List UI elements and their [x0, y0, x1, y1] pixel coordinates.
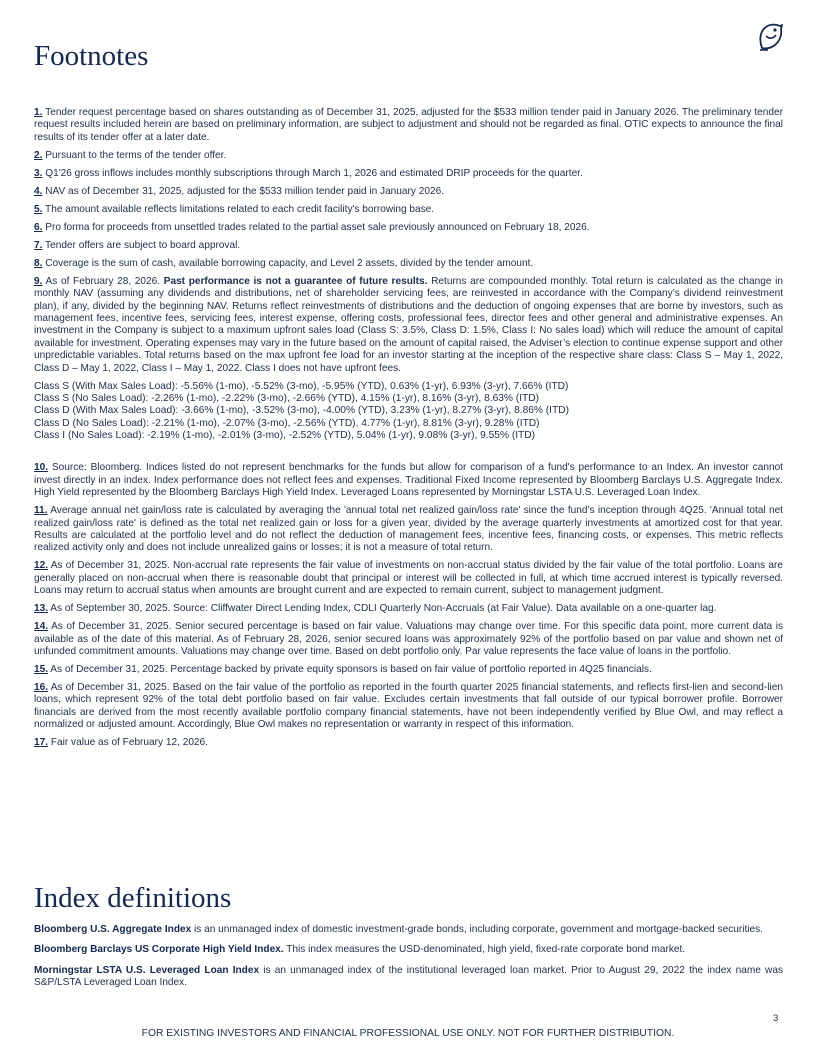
footnote-number: 10. — [34, 462, 49, 474]
footnote-text: As of December 31, 2025. Based on the fair value of the portfolio as reported in the fourth quarter 2025 financial statements, and reflects first-lien and second-lien loans, which represent 92% of the total debt portfolio based on fair value. Excludes certain investments that fall outside of our typical borrower profile. Borrower financials are derived from the most recently available portfolio company financial statements, have not been independently verified by Blue Owl, and may reflect a normalized or adjusted amount. Accordingly, Blue Owl makes no representation or warranty in respect of this information. — [34, 681, 783, 731]
page-title-footnotes: Footnotes — [34, 40, 149, 72]
footnote-number: 7. — [34, 239, 43, 251]
footnote-text: Coverage is the sum of cash, available borrowing capacity, and Level 2 assets, divided by the tender amount. — [45, 257, 534, 269]
footnote-9 — [34, 276, 783, 375]
footnote-text: NAV as of December 31, 2025, adjusted for the $533 million tender paid in January 2026. — [45, 185, 444, 197]
footnote-2 — [34, 150, 783, 162]
footer-disclaimer: FOR EXISTING INVESTORS AND FINANCIAL PROFESSIONAL USE ONLY. NOT FOR FURTHER DISTRIBUTION. — [141, 1028, 675, 1039]
index-definitions-list — [34, 924, 783, 998]
footnote-number: 16. — [34, 681, 49, 693]
footnote-text: Pro forma for proceeds from unsettled trades related to the partial asset sale previously announced on February 18, 2026. — [45, 221, 590, 233]
index-description: This index measures the USD-denominated, high yield, fixed-rate corporate bond market. — [283, 944, 686, 956]
footnote-number: 14. — [34, 621, 49, 633]
footnote-number: 8. — [34, 257, 43, 269]
footnote-text: Returns are compounded monthly. Total return is calculated as the change in monthly NAV (assuming any dividends and distributions, net of shareholder servicing fees, are reinvested in accordance with the Company’s dividend reinvestment plan), if any, divided by the beginning NAV. Returns reflect reinvestments of distributions and the deduction of ongoing expenses that are borne by investors, such as management fees, incentive fees, servicing fees, interest expense, offering costs, professional fees, director fees and other general and administrative expenses. An investment in the Company is subject to a maximum upfront sales load (Class S: 3.5%, Class D: 1.5%, Class I: No sales load) which will reduce the amount of capital available for investment. Operating expenses may vary in the future based on the amount of capital raised, the Adviser’s election to continue expense support and other unpredictable variables. Total returns based on the max upfront fee load for an investor starting at the inception of the respective share class: Class S – May 1, 2022, Class D – May 1, 2022, Class I – May 1, 2022. Class I does not have upfront fees. — [34, 275, 783, 374]
footnote-number: 4. — [34, 185, 43, 197]
footnote-11 — [34, 505, 783, 555]
footnote-15 — [34, 664, 783, 676]
index-definition — [34, 924, 783, 936]
returns-line: Class D (With Max Sales Load): -3.66% (1-mo), -3.52% (3-mo), -4.00% (YTD), 3.23% (1-yr), 8.27% (3-yr), 8.86% (ITD) — [34, 405, 569, 417]
footnote-number: 13. — [34, 603, 49, 615]
footnote-number: 12. — [34, 560, 49, 572]
footnote-text: As of December 31, 2025. Non-accrual rate represents the fair value of investments on non-accrual status divided by the fair value of the total portfolio. Loans are generally placed on non-accrual when there is reasonable doubt that principal or interest will be collected in full, at which time accrued interest is typically reversed. Loans may return to accrual status when amounts are brought current and are expected to remain current, subject to management judgment. — [34, 560, 783, 597]
footnote-text: As of September 30, 2025. Source: Cliffwater Direct Lending Index, CDLI Quarterly Non-Accruals (at Fair Value). Data available on a one-quarter lag. — [50, 603, 717, 615]
footnote-number: 15. — [34, 663, 49, 675]
footnote-17 — [34, 737, 783, 749]
footnote-text: As of February 28, 2026. — [45, 275, 164, 287]
spacer — [34, 448, 783, 462]
section-title-index-definitions: Index definitions — [34, 882, 232, 914]
footnote-13 — [34, 603, 783, 615]
footnote-16 — [34, 682, 783, 732]
page-number: 3 — [773, 1013, 779, 1024]
disclaimer-bold: Past performance is not a guarantee of future results. — [163, 275, 428, 287]
footnote-number: 2. — [34, 149, 43, 161]
footnote-text: Tender request percentage based on shares outstanding as of December 31, 2025, adjusted for the $533 million tender paid in January 2026. The preliminary tender request results included herein are based on preliminary information, are subject to adjustment and should not be regarded as final. OTIC expects to announce the final results of its tender offer at a later date. — [34, 107, 783, 143]
returns-line: Class I (No Sales Load): -2.19% (1-mo), -2.01% (3-mo), -2.52% (YTD), 5.04% (1-yr), 9.08% (3-yr), 9.55% (ITD) — [34, 430, 536, 442]
owl-icon — [756, 22, 784, 52]
returns-line: Class S (With Max Sales Load): -5.56% (1-mo), -5.52% (3-mo), -5.95% (YTD), 0.63% (1-yr), 6.93% (3-yr), 7.66% (ITD) — [34, 380, 569, 392]
footnote-number: 9. — [34, 275, 43, 287]
footnote-5 — [34, 204, 783, 216]
footnote-text: Fair value as of February 12, 2026. — [50, 737, 208, 749]
index-term: Morningstar LSTA U.S. Leveraged Loan Index — [34, 964, 260, 976]
footnote-12 — [34, 560, 783, 597]
footnote-14 — [34, 621, 783, 658]
footnote-text: Tender offers are subject to board approval. — [45, 239, 241, 251]
footnote-number: 11. — [34, 505, 48, 517]
footnote-8 — [34, 258, 783, 270]
footnote-text: The amount available reflects limitations related to each credit facility's borrowing base. — [45, 203, 435, 215]
index-description: is an unmanaged index of domestic investment-grade bonds, including corporate, government and mortgage-backed securities. — [191, 924, 763, 935]
returns-list — [34, 381, 783, 443]
footnote-6 — [34, 222, 783, 234]
footnote-7 — [34, 240, 783, 252]
footnote-number: 6. — [34, 221, 43, 233]
index-definition — [34, 965, 783, 990]
returns-line: Class D (No Sales Load): -2.21% (1-mo), -2.07% (3-mo), -2.56% (YTD), 4.77% (1-yr), 8.81% (3-yr), 9.28% (ITD) — [34, 417, 540, 429]
returns-line: Class S (No Sales Load): -2.26% (1-mo), -2.22% (3-mo), -2.66% (YTD), 4.15% (1-yr), 8.16% (3-yr), 8.63% (ITD) — [34, 393, 539, 405]
footnotes-list — [34, 107, 783, 755]
footnote-4 — [34, 186, 783, 198]
footnote-number: 3. — [34, 167, 43, 179]
index-term: Bloomberg U.S. Aggregate Index — [34, 924, 192, 935]
index-description: is an unmanaged index of the institutional leveraged loan market. Prior to August 29, 2022 the index name was S&P/LSTA Leveraged Loan Index. — [34, 964, 783, 989]
index-term: Bloomberg Barclays US Corporate High Yield Index. — [34, 944, 284, 956]
footnote-10 — [34, 462, 783, 499]
footnote-number: 17. — [34, 737, 49, 749]
footnote-text: Source: Bloomberg. Indices listed do not represent benchmarks for the funds but allow for comparison of a fund's performance to an Index. An investor cannot invest directly in an index. Index performance does not reflect fees and expenses. Traditional Fixed Income represented by Bloomberg Barclays U.S. Aggregate Index. High Yield represented by the Bloomberg Barclays High Yield Index. Leveraged Loans represented by Morningstar LSTA U.S. Leveraged Loan Index. — [34, 462, 783, 499]
footnote-text: Q1'26 gross inflows includes monthly subscriptions through March 1, 2026 and estimated DRIP proceeds for the quarter. — [45, 167, 583, 179]
index-definition — [34, 944, 783, 956]
footnote-text: As of December 31, 2025. Senior secured percentage is based on fair value. Valuations may change over time. For this specific data point, more current data is available as of the date of this material. As of February 28, 2026, senior secured loans was approximately 92% of the portfolio based on par value and shown net of unfunded commitment amounts. Valuations may change over time. Based on debt portfolio only. Par value represents the face value of loans in the portfolio. — [34, 621, 783, 657]
footnote-3 — [34, 168, 783, 180]
footnote-text: As of December 31, 2025. Percentage backed by private equity sponsors is based on fair value of portfolio reported in 4Q25 financials. — [50, 663, 652, 675]
footnote-text: Average annual net gain/loss rate is calculated by averaging the 'annual total net realized gain/loss rate' since the fund’s inception through 4Q25. 'Annual total net realized gain/loss rate' is defined as the total net realized gain or loss for a given year, divided by the average quarterly investments at amortized cost for that year. Results are calculated at the portfolio level and do not reflect the deduction of management fees, incentive fees, financing costs, or expenses. This metric reflects realized activity only and does not include unrealized gains or losses; it is not a measure of total return. — [34, 505, 783, 554]
footnote-number: 1. — [34, 107, 43, 118]
footnote-1 — [34, 107, 783, 144]
footnote-text: Pursuant to the terms of the tender offer. — [45, 149, 227, 161]
footnote-number: 5. — [34, 203, 43, 215]
